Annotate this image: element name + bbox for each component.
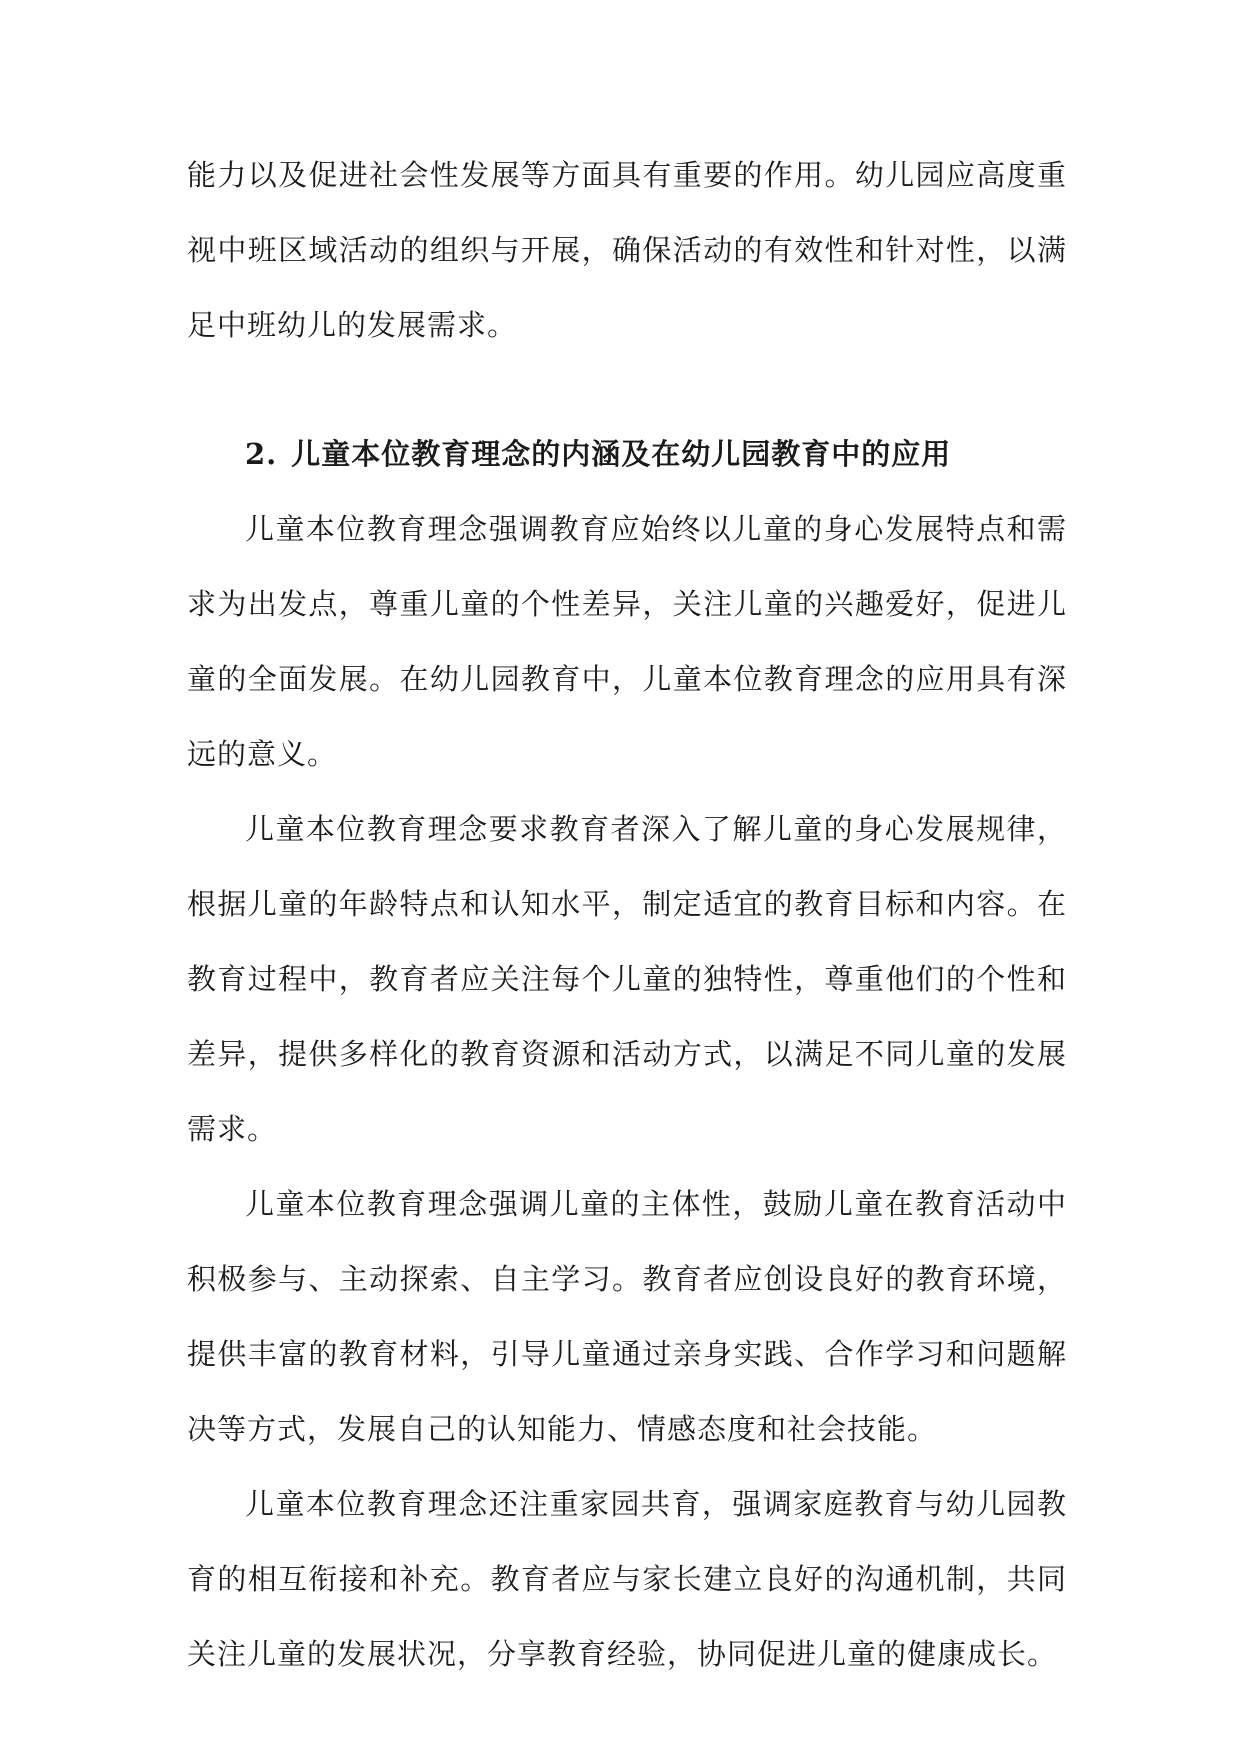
section-title: 儿童本位教育理念的内涵及在幼儿园教育中的应用	[291, 437, 952, 471]
document-body	[187, 138, 1067, 1692]
body-paragraph-2: 儿童本位教育理念要求教育者深入了解儿童的身心发展规律，根据儿童的年龄特点和认知水平，制定适宜的教育目标和内容。在教育过程中，教育者应关注每个儿童的独特性，尊重他们的个性和差异，提供多样化的教育资源和活动方式，以满足不同儿童的发展需求。	[187, 812, 1067, 1146]
continuation-paragraph: 能力以及促进社会性发展等方面具有重要的作用。幼儿园应高度重视中班区域活动的组织与开展，确保活动的有效性和针对性，以满足中班幼儿的发展需求。	[187, 158, 1067, 342]
body-paragraph-3: 儿童本位教育理念强调儿童的主体性，鼓励儿童在教育活动中积极参与、主动探索、自主学习。教育者应创设良好的教育环境，提供丰富的教育材料，引导儿童通过亲身实践、合作学习和问题解决等方式，发展自己的认知能力、情感态度和社会技能。	[187, 1187, 1067, 1446]
body-paragraph-1: 儿童本位教育理念强调教育应始终以儿童的身心发展特点和需求为出发点，尊重儿童的个性差异，关注儿童的兴趣爱好，促进儿童的全面发展。在幼儿园教育中，儿童本位教育理念的应用具有深远的意义。	[187, 512, 1067, 771]
section-number: 2.	[245, 437, 278, 471]
body-paragraph-4: 儿童本位教育理念还注重家园共育，强调家庭教育与幼儿园教育的相互衔接和补充。教育者应与家长建立良好的沟通机制，共同关注儿童的发展状况，分享教育经验，协同促进儿童的健康成长。	[187, 1487, 1067, 1671]
section-heading	[187, 417, 1067, 492]
